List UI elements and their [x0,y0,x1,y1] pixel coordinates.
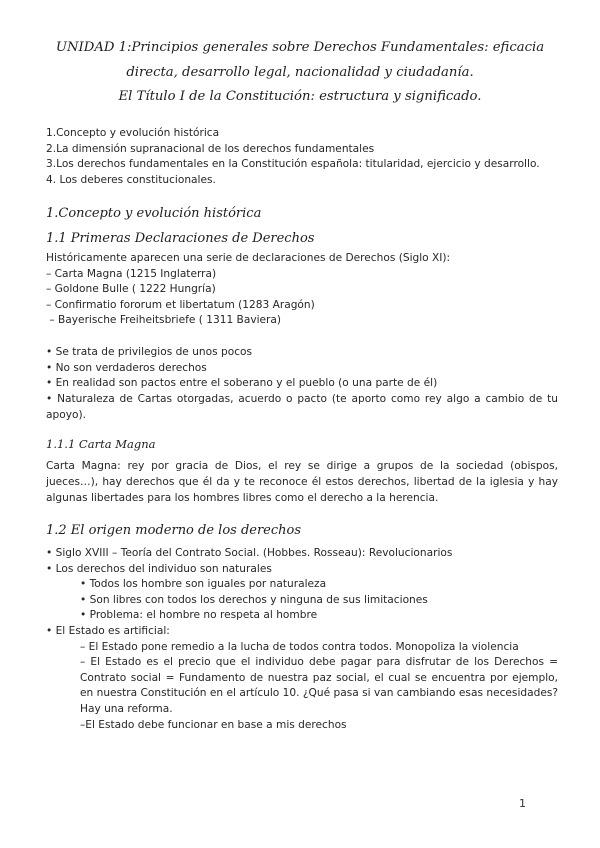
list-item: • El Estado es artificial: [46,624,170,637]
list-item: –El Estado debe funcionar en base a mis derechos [80,719,347,731]
toc-item: 1.Concepto y evolución histórica [46,127,220,139]
list-item: • Se trata de privilegios de unos pocos [46,346,253,358]
list-item: – Confirmatio fororum et libertatum (1283 Aragón) [46,298,315,311]
carta-magna-paragraph: Carta Magna: rey por gracia de Dios, el rey se dirige a grupos de la sociedad (obispos, jueces…), hay derechos que él da y te reconoce él estos derechos, libertad de la iglesia y hay algunas libertades para los hombres libres como el derecho a la herencia. [46,460,558,504]
declarations-list [46,251,450,329]
list-item: • Siglo XVIII – Teoría del Contrato Social. (Hobbes. Rosseau): Revolucionarios [46,547,453,559]
toc-item: 4. Los deberes constitucionales. [46,173,216,186]
list-item: • En realidad son pactos entre el soberano y el pueblo (o una parte de él) [46,377,438,390]
table-of-contents [46,126,540,188]
characteristics-list [46,345,437,392]
page-number: 1 [519,797,526,810]
toc-item: 3.Los derechos fundamentales en la Constitución española: titularidad, ejercicio y desarrollo. [46,158,540,171]
modern-origin-list [46,546,519,655]
state-price-paragraph: – El Estado es el precio que el individuo debe pagar para disfrutar de los Derechos = Contrato social = Fundamento de nuestra paz social, el cual se encuentra por ejemplo, en nuestra Constitución en el artículo 10. ¿Qué pasa si van cambiando esas necesidades? Hay una reforma. [80,656,558,715]
characteristics-long-item: • Naturaleza de Cartas otorgadas, acuerdo o pacto (te aporto como rey algo a cambio de tu apoyo). [46,393,558,421]
list-item: – Goldone Bulle ( 1222 Hungría) [46,283,216,296]
nested-list-item: • Problema: el hombre no respeta al hombre [80,609,318,622]
list-item: • Los derechos del individuo son naturales [46,562,272,575]
section-1-2-heading: 1.2 El origen moderno de los derechos [46,523,302,538]
nested-list-item: – El Estado pone remedio a la lucha de todos contra todos. Monopoliza la violencia [80,640,519,653]
nested-list-item: • Son libres con todos los derechos y ninguna de sus limitaciones [80,593,428,606]
list-item: – Bayerische Freiheitsbriefe ( 1311 Baviera) [46,314,282,327]
title-line-3: El Título I de la Constitución: estructura y significado. [118,89,482,104]
section-1-heading: 1.Concepto y evolución histórica [46,206,262,221]
title-line-1: UNIDAD 1:Principios generales sobre Derechos Fundamentales: eficacia [55,40,545,55]
declarations-intro: Históricamente aparecen una serie de declaraciones de Derechos (Siglo XI): [46,252,451,264]
list-item: – Carta Magna (1215 Inglaterra) [46,267,217,280]
document-title [40,36,560,110]
nested-list-item: • Todos los hombre son iguales por naturaleza [80,578,327,591]
title-line-2: directa, desarrollo legal, nacionalidad y ciudadanía. [126,64,474,80]
toc-item: 2.La dimensión supranacional de los derechos fundamentales [46,142,375,155]
list-item: • No son verdaderos derechos [46,361,207,374]
section-1-1-1-heading: 1.1.1 Carta Magna [46,437,156,451]
section-1-1-heading: 1.1 Primeras Declaraciones de Derechos [46,231,315,246]
